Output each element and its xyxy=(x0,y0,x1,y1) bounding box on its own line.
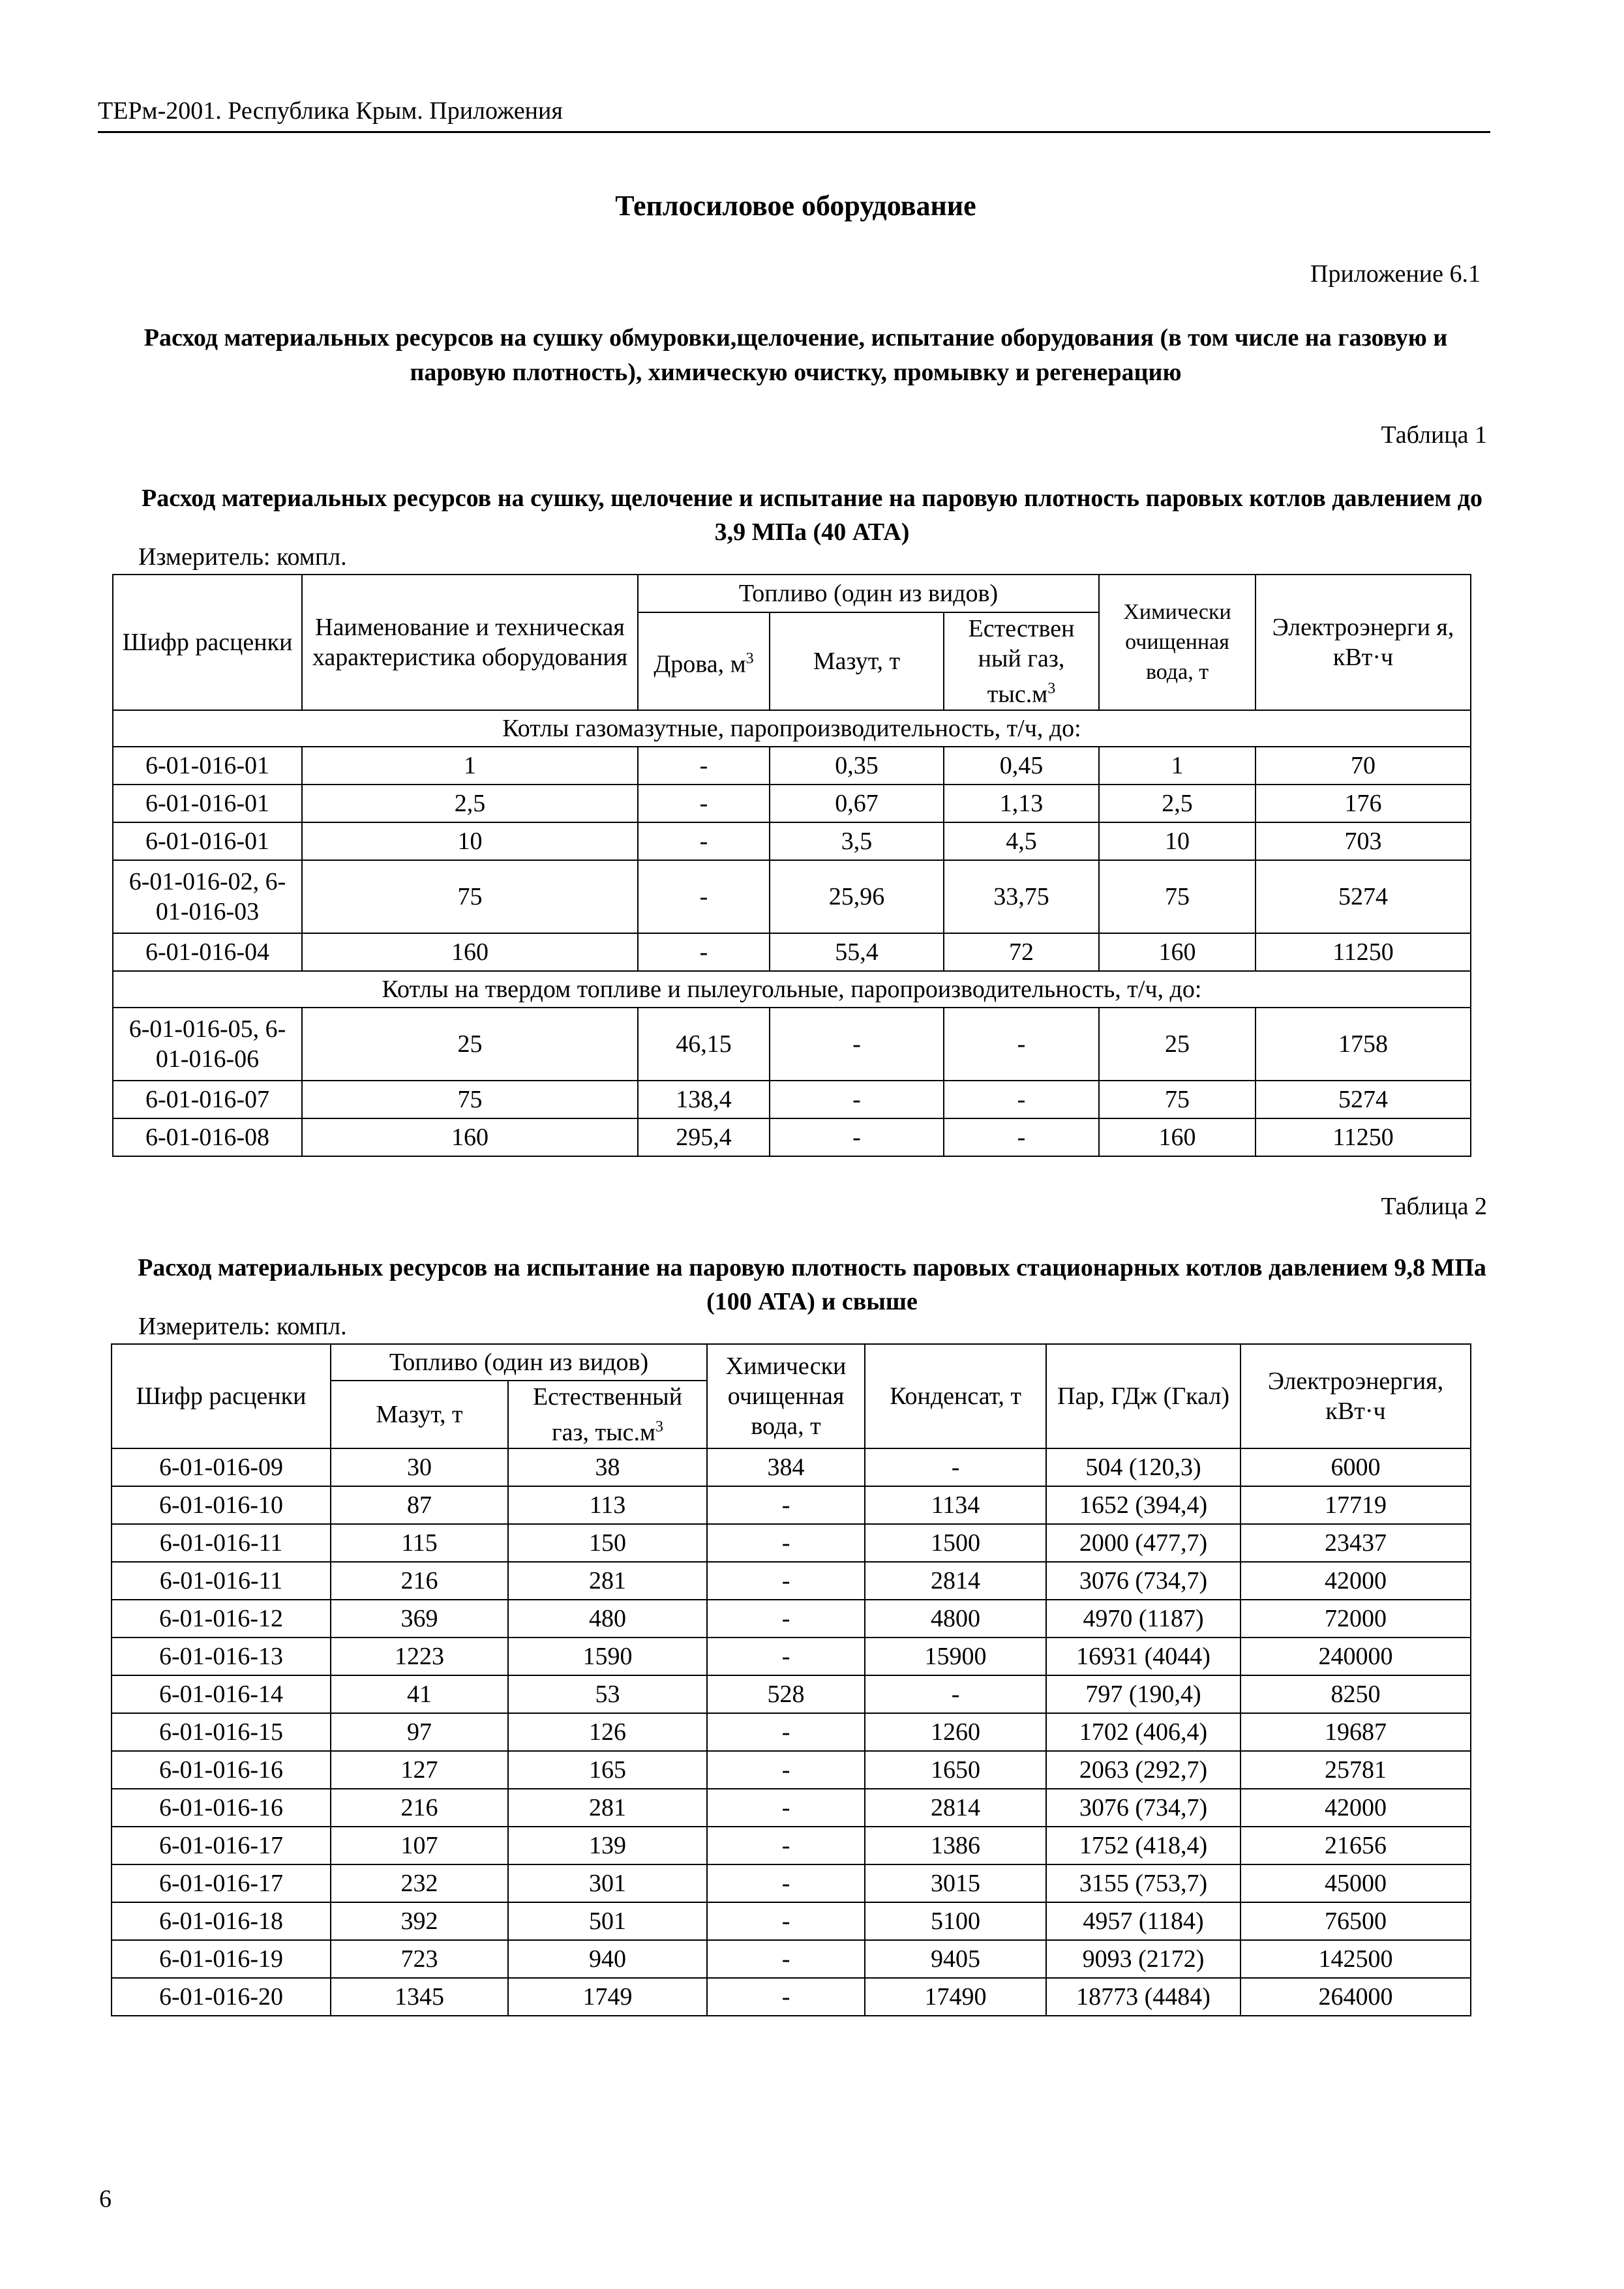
code-cell: 6-01-016-16 xyxy=(112,1789,331,1827)
value-cell: 1749 xyxy=(508,1978,707,2016)
value-cell: 3,5 xyxy=(770,822,944,860)
value-cell: 72 xyxy=(944,933,1099,971)
value-cell: - xyxy=(707,1600,865,1638)
value-cell: 16931 (4044) xyxy=(1046,1638,1241,1675)
table1 xyxy=(112,574,1471,1157)
table2-number: Таблица 2 xyxy=(1381,1193,1487,1220)
value-cell: 75 xyxy=(1099,860,1256,933)
value-cell: 17719 xyxy=(1241,1486,1471,1524)
value-cell: 4800 xyxy=(865,1600,1046,1638)
value-cell: 76500 xyxy=(1241,1902,1471,1940)
main-title: Расход материальных ресурсов на сушку обмуровки,щелочение, испытание оборудования (в том числе на газовую и паровую плотность), химическую очистку, промывку и регенерацию xyxy=(143,324,1448,386)
value-cell: 138,4 xyxy=(638,1081,770,1118)
table-row xyxy=(112,1562,1471,1600)
table2 xyxy=(111,1343,1471,2016)
t2-header-fuel: Топливо (один из видов) xyxy=(331,1344,707,1381)
value-cell: 2814 xyxy=(865,1789,1046,1827)
t1-header-mazut: Мазут, т xyxy=(770,612,944,710)
value-cell: 10 xyxy=(1099,822,1256,860)
value-cell: - xyxy=(707,1902,865,1940)
value-cell: 4957 (1184) xyxy=(1046,1902,1241,1940)
value-cell: - xyxy=(707,1827,865,1864)
value-cell: 115 xyxy=(331,1524,508,1562)
value-cell: 528 xyxy=(707,1675,865,1713)
value-cell: - xyxy=(770,1118,944,1156)
value-cell: - xyxy=(770,1008,944,1081)
value-cell: 2000 (477,7) xyxy=(1046,1524,1241,1562)
table-row xyxy=(113,822,1471,860)
value-cell: 1752 (418,4) xyxy=(1046,1827,1241,1864)
value-cell: 113 xyxy=(508,1486,707,1524)
value-cell: - xyxy=(707,1713,865,1751)
value-cell: 240000 xyxy=(1241,1638,1471,1675)
code-cell: 6-01-016-17 xyxy=(112,1827,331,1864)
value-cell: 1702 (406,4) xyxy=(1046,1713,1241,1751)
table-row xyxy=(113,860,1471,933)
value-cell: 1652 (394,4) xyxy=(1046,1486,1241,1524)
value-cell: 940 xyxy=(508,1940,707,1978)
table-row xyxy=(112,1827,1471,1864)
table1-title: Расход материальных ресурсов на сушку, щелочение и испытание на паровую плотность паровых котлов давлением до 3,9 МПа (40 АТА) xyxy=(142,485,1482,546)
value-cell: - xyxy=(865,1448,1046,1486)
value-cell: 1345 xyxy=(331,1978,508,2016)
value-cell: 480 xyxy=(508,1600,707,1638)
value-cell: - xyxy=(638,822,770,860)
value-cell: 127 xyxy=(331,1751,508,1789)
t1-header-water: Химически очищенная вода, т xyxy=(1099,575,1256,710)
code-cell: 6-01-016-01 xyxy=(113,747,302,785)
value-cell: 1758 xyxy=(1256,1008,1471,1081)
value-cell: 1260 xyxy=(865,1713,1046,1751)
code-cell: 6-01-016-11 xyxy=(112,1524,331,1562)
value-cell: 1500 xyxy=(865,1524,1046,1562)
code-cell: 6-01-016-04 xyxy=(113,933,302,971)
value-cell: 1 xyxy=(302,747,638,785)
value-cell: 9405 xyxy=(865,1940,1046,1978)
value-cell: 5100 xyxy=(865,1902,1046,1940)
table-row xyxy=(112,1638,1471,1675)
value-cell: 176 xyxy=(1256,785,1471,822)
value-cell: 25,96 xyxy=(770,860,944,933)
t1-header-fuel: Топливо (один из видов) xyxy=(638,575,1099,612)
value-cell: 2,5 xyxy=(1099,785,1256,822)
t2-header-gas: Естественный газ, $тыс.м^3$ xyxy=(508,1381,707,1448)
value-cell: 11250 xyxy=(1256,933,1471,971)
value-cell: 9093 (2172) xyxy=(1046,1940,1241,1978)
value-cell: - xyxy=(865,1675,1046,1713)
table-row xyxy=(113,1118,1471,1156)
code-cell: 6-01-016-01 xyxy=(113,822,302,860)
value-cell: 10 xyxy=(302,822,638,860)
table-row xyxy=(113,785,1471,822)
value-cell: 41 xyxy=(331,1675,508,1713)
value-cell: 19687 xyxy=(1241,1713,1471,1751)
value-cell: 8250 xyxy=(1241,1675,1471,1713)
value-cell: 150 xyxy=(508,1524,707,1562)
table-row xyxy=(112,1486,1471,1524)
value-cell: 53 xyxy=(508,1675,707,1713)
value-cell: 1 xyxy=(1099,747,1256,785)
table-row xyxy=(112,1448,1471,1486)
value-cell: 38 xyxy=(508,1448,707,1486)
value-cell: 384 xyxy=(707,1448,865,1486)
table-row xyxy=(112,1713,1471,1751)
value-cell: - xyxy=(707,1524,865,1562)
value-cell: - xyxy=(707,1864,865,1902)
code-cell: 6-01-016-01 xyxy=(113,785,302,822)
table-row xyxy=(112,1789,1471,1827)
table-row xyxy=(112,1978,1471,2016)
value-cell: 160 xyxy=(1099,933,1256,971)
value-cell: 11250 xyxy=(1256,1118,1471,1156)
value-cell: - xyxy=(707,1562,865,1600)
value-cell: 295,4 xyxy=(638,1118,770,1156)
value-cell: 23437 xyxy=(1241,1524,1471,1562)
value-cell: 17490 xyxy=(865,1978,1046,2016)
value-cell: 1134 xyxy=(865,1486,1046,1524)
value-cell: - xyxy=(707,1978,865,2016)
t1-header-code: Шифр расценки xyxy=(113,575,302,710)
value-cell: - xyxy=(770,1081,944,1118)
value-cell: 25781 xyxy=(1241,1751,1471,1789)
table-row xyxy=(112,1864,1471,1902)
value-cell: - xyxy=(707,1638,865,1675)
value-cell: 216 xyxy=(331,1789,508,1827)
value-cell: 0,35 xyxy=(770,747,944,785)
t1-section-gas-oil: Котлы газомазутные, паропроизводительность, т/ч, до: xyxy=(113,710,1471,747)
value-cell: 70 xyxy=(1256,747,1471,785)
value-cell: - xyxy=(944,1118,1099,1156)
t1-header-wood: Дрова, $м^3$ xyxy=(638,612,770,710)
value-cell: 160 xyxy=(302,1118,638,1156)
running-header: ТЕРм-2001. Республика Крым. Приложения xyxy=(98,97,563,125)
t2-header-steam: Пар, ГДж (Гкал) xyxy=(1046,1344,1241,1448)
table-row xyxy=(112,1751,1471,1789)
value-cell: - xyxy=(707,1751,865,1789)
value-cell: 301 xyxy=(508,1864,707,1902)
value-cell: 281 xyxy=(508,1789,707,1827)
page-number: 6 xyxy=(99,2185,112,2213)
value-cell: 55,4 xyxy=(770,933,944,971)
table2-title: Расход материальных ресурсов на испытание на паровую плотность паровых стационарных котлов давлением 9,8 МПа (100 АТА) и свыше xyxy=(138,1254,1486,1315)
code-cell: 6-01-016-16 xyxy=(112,1751,331,1789)
code-cell: 6-01-016-18 xyxy=(112,1902,331,1940)
value-cell: - xyxy=(638,860,770,933)
t1-header-gas: Естествен ный газ, $тыс.м^3$ xyxy=(944,612,1099,710)
code-cell: 6-01-016-09 xyxy=(112,1448,331,1486)
value-cell: - xyxy=(638,747,770,785)
value-cell: 33,75 xyxy=(944,860,1099,933)
section-title: Теплосиловое оборудование xyxy=(615,190,976,222)
code-cell: 6-01-016-07 xyxy=(113,1081,302,1118)
value-cell: 165 xyxy=(508,1751,707,1789)
value-cell: 139 xyxy=(508,1827,707,1864)
header-rule xyxy=(98,131,1490,133)
code-cell: 6-01-016-15 xyxy=(112,1713,331,1751)
value-cell: 1386 xyxy=(865,1827,1046,1864)
value-cell: 72000 xyxy=(1241,1600,1471,1638)
value-cell: 2063 (292,7) xyxy=(1046,1751,1241,1789)
table1-measure: Измеритель: компл. xyxy=(138,543,347,571)
value-cell: 2,5 xyxy=(302,785,638,822)
value-cell: 723 xyxy=(331,1940,508,1978)
value-cell: - xyxy=(944,1008,1099,1081)
t2-header-condensate: Конденсат, т xyxy=(865,1344,1046,1448)
value-cell: 3076 (734,7) xyxy=(1046,1789,1241,1827)
value-cell: 45000 xyxy=(1241,1864,1471,1902)
value-cell: 97 xyxy=(331,1713,508,1751)
code-cell: 6-01-016-13 xyxy=(112,1638,331,1675)
value-cell: 703 xyxy=(1256,822,1471,860)
value-cell: 75 xyxy=(1099,1081,1256,1118)
value-cell: 21656 xyxy=(1241,1827,1471,1864)
value-cell: 5274 xyxy=(1256,1081,1471,1118)
value-cell: 126 xyxy=(508,1713,707,1751)
table1-number: Таблица 1 xyxy=(1381,421,1487,449)
value-cell: 75 xyxy=(302,1081,638,1118)
code-cell: 6-01-016-17 xyxy=(112,1864,331,1902)
value-cell: 392 xyxy=(331,1902,508,1940)
value-cell: - xyxy=(707,1940,865,1978)
value-cell: 1223 xyxy=(331,1638,508,1675)
value-cell: 4970 (1187) xyxy=(1046,1600,1241,1638)
value-cell: 504 (120,3) xyxy=(1046,1448,1241,1486)
code-cell: 6-01-016-19 xyxy=(112,1940,331,1978)
value-cell: 0,67 xyxy=(770,785,944,822)
value-cell: 25 xyxy=(302,1008,638,1081)
value-cell: 160 xyxy=(302,933,638,971)
table-row xyxy=(112,1600,1471,1638)
table-row xyxy=(113,747,1471,785)
table-row xyxy=(112,1675,1471,1713)
value-cell: 75 xyxy=(302,860,638,933)
t2-header-water: Химически очищенная вода, т xyxy=(707,1344,865,1448)
value-cell: 1,13 xyxy=(944,785,1099,822)
value-cell: 142500 xyxy=(1241,1940,1471,1978)
table-row xyxy=(112,1940,1471,1978)
value-cell: 369 xyxy=(331,1600,508,1638)
code-cell: 6-01-016-02, 6-01-016-03 xyxy=(113,860,302,933)
appendix-label: Приложение 6.1 xyxy=(1310,260,1481,288)
value-cell: 264000 xyxy=(1241,1978,1471,2016)
value-cell: 216 xyxy=(331,1562,508,1600)
value-cell: 281 xyxy=(508,1562,707,1600)
value-cell: 42000 xyxy=(1241,1789,1471,1827)
t2-header-mazut: Мазут, т xyxy=(331,1381,508,1448)
value-cell: 5274 xyxy=(1256,860,1471,933)
code-cell: 6-01-016-08 xyxy=(113,1118,302,1156)
value-cell: 160 xyxy=(1099,1118,1256,1156)
value-cell: 4,5 xyxy=(944,822,1099,860)
code-cell: 6-01-016-12 xyxy=(112,1600,331,1638)
table-row xyxy=(113,933,1471,971)
t2-header-power: Электроэнергия, кВт·ч xyxy=(1241,1344,1471,1448)
value-cell: 25 xyxy=(1099,1008,1256,1081)
table2-measure: Измеритель: компл. xyxy=(138,1313,347,1340)
value-cell: - xyxy=(707,1789,865,1827)
value-cell: 0,45 xyxy=(944,747,1099,785)
table-row xyxy=(113,1008,1471,1081)
code-cell: 6-01-016-05, 6-01-016-06 xyxy=(113,1008,302,1081)
value-cell: 6000 xyxy=(1241,1448,1471,1486)
code-cell: 6-01-016-11 xyxy=(112,1562,331,1600)
value-cell: 797 (190,4) xyxy=(1046,1675,1241,1713)
value-cell: 2814 xyxy=(865,1562,1046,1600)
t1-section-solid-fuel xyxy=(113,971,1471,1008)
value-cell: 46,15 xyxy=(638,1008,770,1081)
value-cell: 3076 (734,7) xyxy=(1046,1562,1241,1600)
code-cell: 6-01-016-20 xyxy=(112,1978,331,2016)
value-cell: 18773 (4484) xyxy=(1046,1978,1241,2016)
table-row xyxy=(112,1902,1471,1940)
value-cell: 3155 (753,7) xyxy=(1046,1864,1241,1902)
value-cell: - xyxy=(707,1486,865,1524)
value-cell: 501 xyxy=(508,1902,707,1940)
value-cell: 1650 xyxy=(865,1751,1046,1789)
value-cell: 87 xyxy=(331,1486,508,1524)
code-cell: 6-01-016-10 xyxy=(112,1486,331,1524)
table-row xyxy=(112,1524,1471,1562)
value-cell: - xyxy=(944,1081,1099,1118)
code-cell: 6-01-016-14 xyxy=(112,1675,331,1713)
value-cell: 107 xyxy=(331,1827,508,1864)
t1-header-name: Наименование и техническая характеристика оборудования xyxy=(302,575,638,710)
value-cell: 3015 xyxy=(865,1864,1046,1902)
t1-header-power: Электроэнерги я, кВт·ч xyxy=(1256,575,1471,710)
value-cell: 15900 xyxy=(865,1638,1046,1675)
value-cell: 42000 xyxy=(1241,1562,1471,1600)
value-cell: - xyxy=(638,933,770,971)
t2-header-code: Шифр расценки xyxy=(112,1344,331,1448)
section-label: Котлы на твердом топливе и пылеугольные, паропроизводительность, т/ч, до: xyxy=(113,971,1471,1008)
value-cell: 30 xyxy=(331,1448,508,1486)
value-cell: 232 xyxy=(331,1864,508,1902)
value-cell: 1590 xyxy=(508,1638,707,1675)
value-cell: - xyxy=(638,785,770,822)
table-row xyxy=(113,1081,1471,1118)
